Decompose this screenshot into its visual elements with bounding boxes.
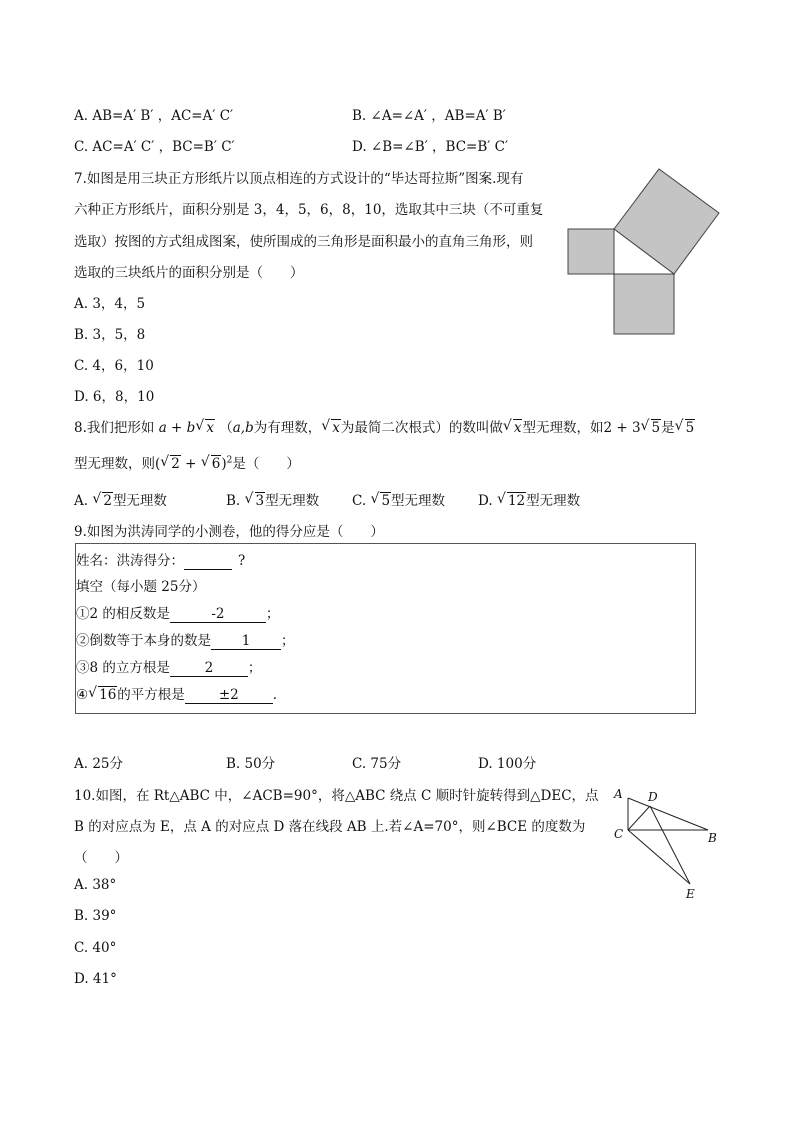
q8-option-b[interactable]: B. √ 3型无理数 bbox=[226, 489, 319, 509]
q7-option-a[interactable]: A. 3，4，5 bbox=[74, 296, 146, 312]
label-c: C bbox=[614, 827, 624, 841]
q8-text: （ bbox=[219, 420, 233, 436]
q8-text: 型无理数，如 bbox=[522, 420, 604, 436]
radical-3: √ 3 bbox=[246, 493, 266, 509]
label-b: B bbox=[708, 831, 717, 845]
q8-form-expr: a bbox=[158, 420, 167, 436]
q7-option-c[interactable]: C. 4，6，10 bbox=[74, 358, 154, 374]
q6-option-b[interactable]: B. ∠A=∠A′ ，AB=A′ B′ bbox=[352, 108, 506, 124]
segment-ce bbox=[628, 830, 690, 884]
q9-option-d[interactable]: D. 100分 bbox=[478, 756, 537, 772]
q8-text: 为有理数， bbox=[253, 420, 322, 436]
radical-x: √ x bbox=[322, 420, 341, 436]
quiz-item-3: ③8 的立方根是 2 ； bbox=[76, 660, 262, 676]
q7-stem-line2: 六种正方形纸片，面积分别是 3，4，5，6，8，10，选取其中三块（不可重复 bbox=[74, 202, 544, 218]
q9-option-a[interactable]: A. 25分 bbox=[74, 756, 124, 772]
q8-stem-line2: 型无理数，则(√ 2 + √ 6)$^2$是（ ） bbox=[74, 452, 300, 472]
segment-ab bbox=[628, 798, 708, 830]
q8-stem-line1: 8.我们把形如 a + b√ x （a,b为有理数，√ x为最简二次根式）的数叫做√ x型无理数，如2 + 3√ 5是√ 5 bbox=[74, 416, 695, 436]
q8-text: 8.我们把形如 bbox=[74, 420, 155, 436]
q9-stem: 9.如图为洪涛同学的小测卷，他的得分应是（ ） bbox=[74, 524, 384, 540]
radical-2: √ 2 bbox=[93, 493, 113, 509]
label-d: D bbox=[648, 790, 658, 804]
q6-option-d[interactable]: D. ∠B=∠B′ ，BC=B′ C′ bbox=[352, 139, 509, 155]
q6-option-c[interactable]: C. AC=A′ C′ ，BC=B′ C′ bbox=[74, 139, 235, 155]
radical-x: √ x bbox=[504, 420, 523, 436]
q7-stem-line1: 7.如图是用三块正方形纸片以顶点相连的方式设计的“毕达哥拉斯”图案.现有 bbox=[74, 171, 524, 187]
q7-stem-line4: 选取的三块纸片的面积分别是（ ） bbox=[74, 265, 304, 281]
quiz-item-2: ②倒数等于本身的数是 1 ； bbox=[76, 633, 295, 649]
radical-6: √ 6 bbox=[202, 456, 222, 472]
pythagoras-squares-figure bbox=[565, 165, 725, 340]
label-e: E bbox=[686, 887, 695, 901]
q8-option-d[interactable]: D. √ 12型无理数 bbox=[478, 489, 580, 509]
radical-16: √ 16 bbox=[89, 687, 117, 703]
segment-de bbox=[650, 806, 690, 884]
segment-cd bbox=[628, 806, 650, 830]
quiz-fill-title: 填空（每小题 25分） bbox=[76, 579, 206, 595]
radical-5: √ 5 bbox=[371, 493, 391, 509]
radical-12: √ 12 bbox=[498, 493, 526, 509]
q8-text: 型无理数，则 bbox=[74, 456, 155, 472]
q9-option-c[interactable]: C. 75分 bbox=[352, 756, 402, 772]
quiz-name-line: 姓名：洪涛得分： ? bbox=[76, 553, 246, 569]
rotation-triangle-figure bbox=[608, 782, 728, 907]
q8-ab: a,b bbox=[232, 420, 254, 436]
quiz-item-1: ①2 的相反数是 -2 ； bbox=[76, 606, 280, 622]
q10-option-d[interactable]: D. 41° bbox=[74, 971, 117, 987]
q10-stem-line1: 10.如图，在 Rt△ABC 中，∠ACB=90°，将△ABC 绕点 C 顺时针旋转得到△DEC，点 bbox=[74, 788, 599, 804]
q8-text: 为最简二次根式）的数叫做 bbox=[340, 420, 503, 436]
q7-option-b[interactable]: B. 3，5，8 bbox=[74, 327, 146, 343]
q6-option-a[interactable]: A. AB=A′ B′ ，AC=A′ C′ bbox=[74, 108, 234, 124]
q10-option-a[interactable]: A. 38° bbox=[74, 877, 117, 893]
q10-option-b[interactable]: B. 39° bbox=[74, 908, 117, 924]
q10-option-c[interactable]: C. 40° bbox=[74, 940, 117, 956]
q8-option-c[interactable]: C. √ 5型无理数 bbox=[352, 489, 445, 509]
quiz-item-4: ④√ 16的平方根是 ±2 . bbox=[76, 683, 277, 704]
q7-stem-line3: 选取）按图的方式组成图案，使所围成的三角形是面积最小的直角三角形，则 bbox=[74, 234, 533, 250]
q8-option-a[interactable]: A. √ 2型无理数 bbox=[74, 489, 167, 509]
q8-text: 是（ ） bbox=[232, 456, 300, 472]
q10-stem-line3: （ ） bbox=[74, 850, 128, 866]
radical-5: √ 5 bbox=[642, 420, 662, 436]
label-a: A bbox=[614, 787, 623, 801]
radical-2: √ 2 bbox=[161, 456, 181, 472]
q7-option-d[interactable]: D. 6，8，10 bbox=[74, 389, 155, 405]
left-square bbox=[568, 229, 614, 274]
radical-x: √ x bbox=[196, 420, 215, 436]
q10-stem-line2: B 的对应点为 E，点 A 的对应点 D 落在线段 AB 上.若∠A=70°，则∠BCE 的度数为 bbox=[74, 819, 586, 835]
q8-text: 是 bbox=[661, 420, 675, 436]
q9-option-b[interactable]: B. 50分 bbox=[226, 756, 276, 772]
bottom-square bbox=[614, 274, 674, 334]
radical-5: √ 5 bbox=[676, 420, 696, 436]
